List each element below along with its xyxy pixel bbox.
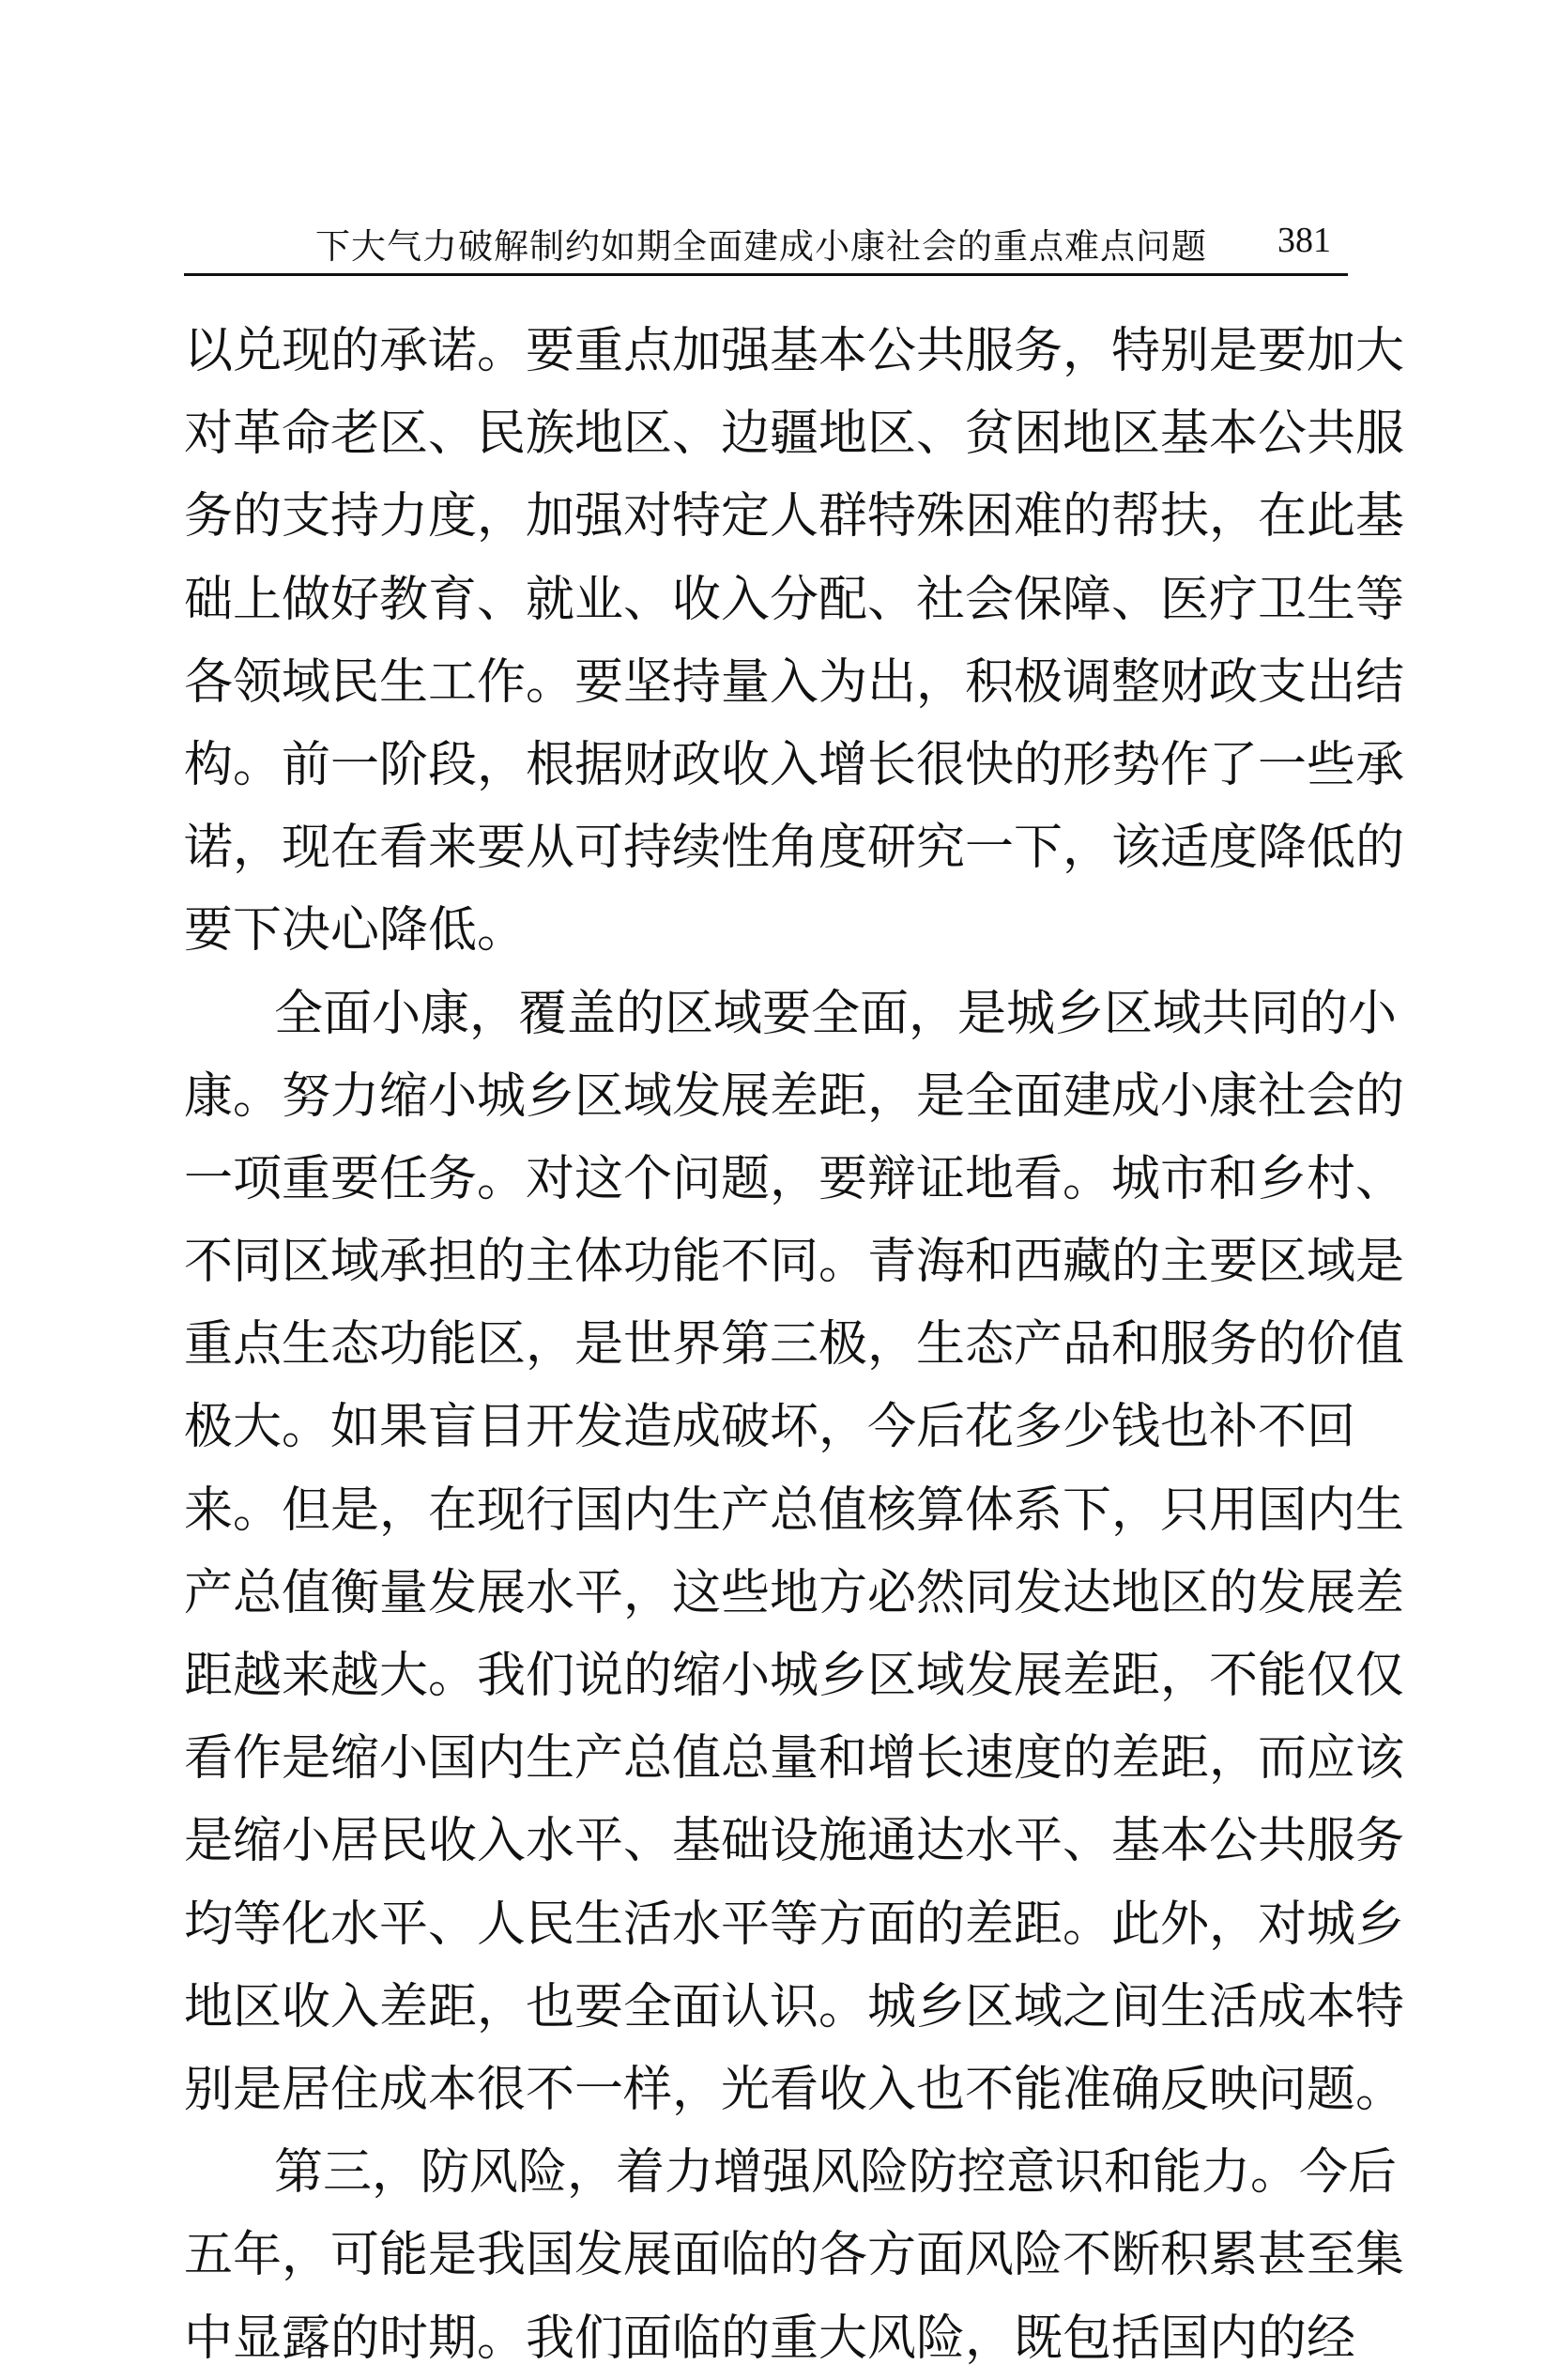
text-line: 地区收入差距，也要全面认识。城乡区域之间生活成本特 [184,1978,1405,2035]
text-line: 对革命老区、民族地区、边疆地区、贫困地区基本公共服 [184,406,1405,463]
running-title: 下大气力破解制约如期全面建成小康社会的重点难点问题 [315,226,1207,267]
text-line: 看作是缩小国内生产总值总量和增长速度的差距，而应该 [184,1730,1405,1788]
text-line: 础上做好教育、就业、收入分配、社会保障、医疗卫生等 [184,571,1405,628]
text-line: 极大。如果盲目开发造成破坏，今后花多少钱也补不回 [184,1399,1356,1456]
body-text [184,310,1405,2380]
header-rule [184,273,1348,276]
text-line: 距越来越大。我们说的缩小城乡区域发展差距，不能仅仅 [184,1648,1405,1704]
text-line: 各领域民生工作。要坚持量入为出，积极调整财政支出结 [184,653,1405,711]
text-line: 康。努力缩小城乡区域发展差距，是全面建成小康社会的 [184,1067,1405,1125]
text-line: 务的支持力度，加强对特定人群特殊困难的帮扶，在此基 [184,488,1405,545]
text-line: 来。但是，在现行国内生产总值核算体系下，只用国内生 [184,1482,1405,1539]
text-line: 别是居住成本很不一样，光看收入也不能准确反映问题。 [184,2061,1405,2118]
text-line: 全面小康，覆盖的区域要全面，是城乡区域共同的小 [274,985,1398,1042]
text-line: 重点生态功能区，是世界第三极，生态产品和服务的价值 [184,1316,1405,1374]
text-line: 以兑现的承诺。要重点加强基本公共服务，特别是要加大 [184,323,1405,379]
text-line: 不同区域承担的主体功能不同。青海和西藏的主要区域是 [184,1234,1405,1291]
text-line: 产总值衡量发展水平，这些地方必然同发达地区的发展差 [184,1564,1405,1621]
page-number: 381 [1277,221,1331,260]
text-line: 要下决心降低。 [184,902,527,960]
text-line: 第三，防风险，着力增强风险防控意识和能力。今后 [274,2144,1398,2202]
text-line: 构。前一阶段，根据财政收入增长很快的形势作了一些承 [184,736,1405,793]
text-line: 是缩小居民收入水平、基础设施通达水平、基本公共服务 [184,1813,1405,1870]
text-line: 五年，可能是我国发展面临的各方面风险不断积累甚至集 [184,2227,1405,2284]
text-line: 中显露的时期。我们面临的重大风险，既包括国内的经 [184,2310,1356,2367]
running-head [184,208,1348,267]
text-line: 诺，现在看来要从可持续性角度研究一下，该适度降低的 [184,820,1405,877]
text-line: 一项重要任务。对这个问题，要辩证地看。城市和乡村、 [184,1150,1405,1207]
text-line: 均等化水平、人民生活水平等方面的差距。此外，对城乡 [184,1896,1405,1953]
